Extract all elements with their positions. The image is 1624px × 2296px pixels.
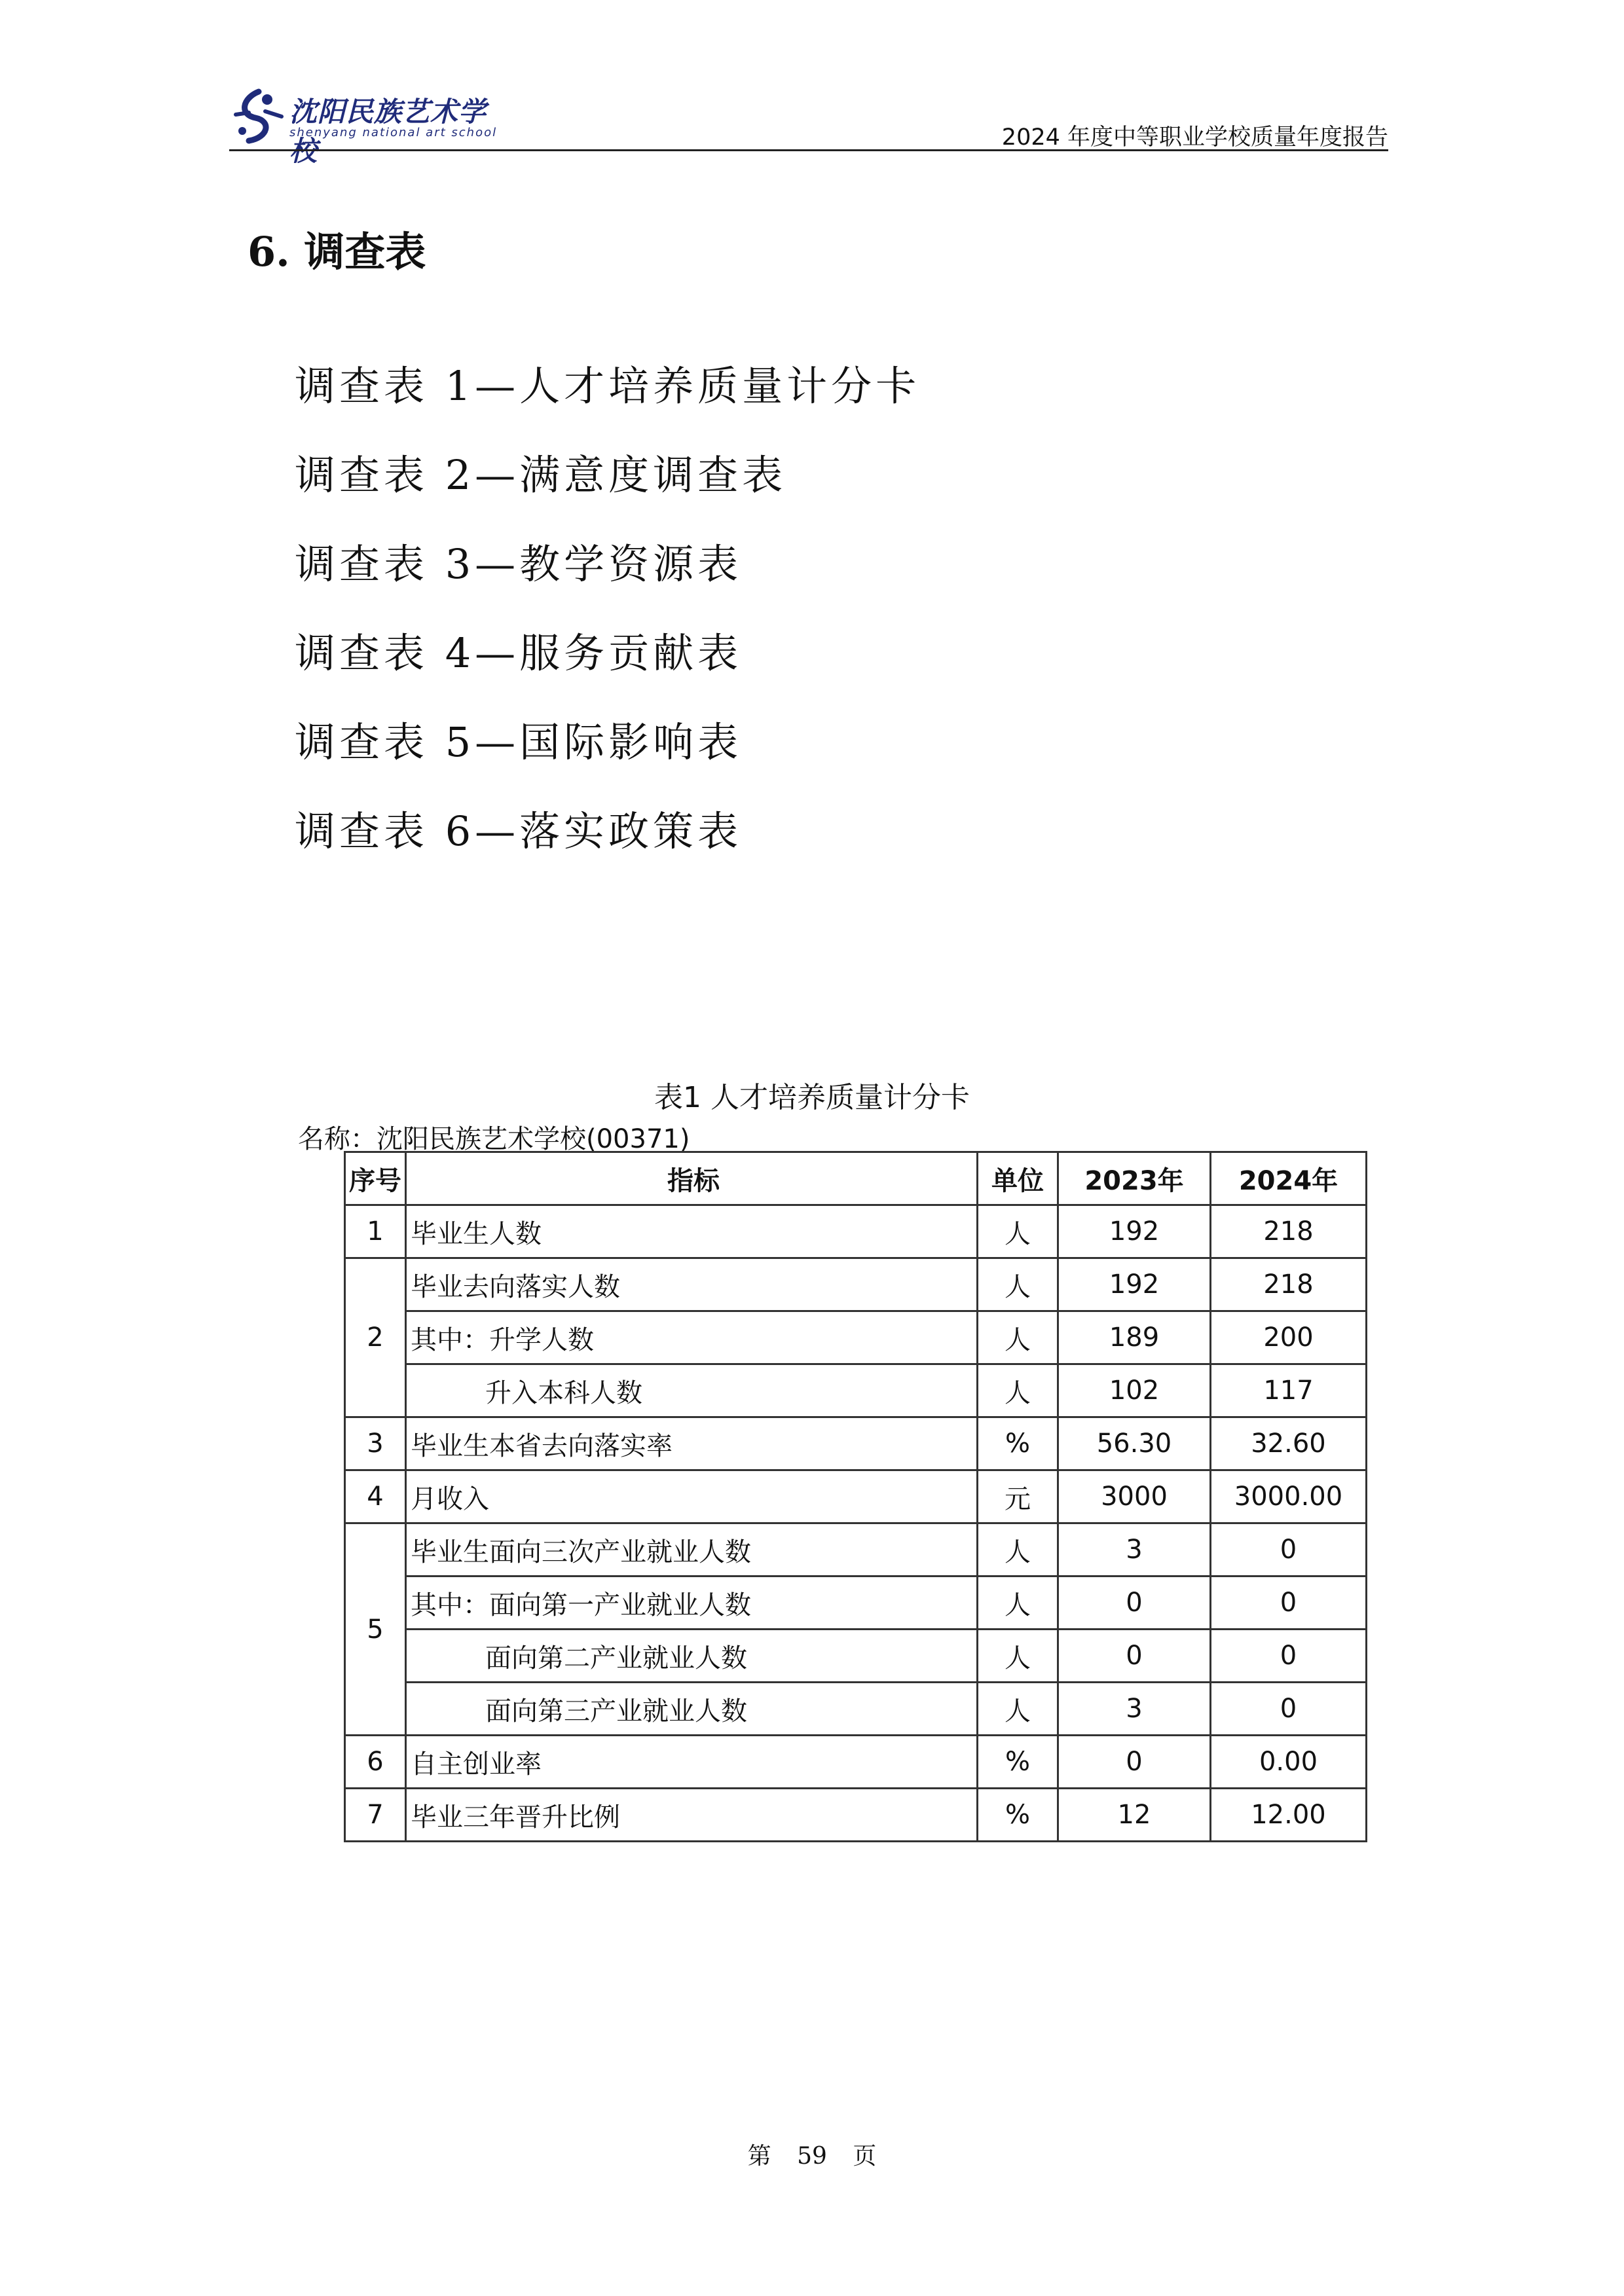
table-row — [345, 1523, 1367, 1576]
cell-unit: 人 — [978, 1576, 1058, 1630]
cell-year-2023: 3 — [1058, 1683, 1211, 1736]
cell-indicator: 升入本科人数 — [406, 1364, 978, 1417]
cell-unit: 人 — [978, 1258, 1058, 1311]
logo-english-name: shenyang national art school — [289, 126, 498, 139]
table-header-row — [345, 1152, 1367, 1205]
cell-indicator: 自主创业率 — [406, 1736, 978, 1789]
cell-year-2023: 102 — [1058, 1364, 1211, 1417]
table-row — [345, 1576, 1367, 1630]
table-row — [345, 1205, 1367, 1258]
header-indicator: 指标 — [406, 1152, 978, 1205]
list-item: 调查表 6—落实政策表 — [295, 807, 743, 855]
cell-year-2024: 117 — [1211, 1364, 1367, 1417]
cell-year-2024: 3000.00 — [1211, 1470, 1367, 1523]
logo-chinese-name: 沈阳民族艺术学校 — [289, 96, 487, 167]
cell-unit: % — [978, 1789, 1058, 1842]
cell-year-2023: 0 — [1058, 1736, 1211, 1789]
cell-unit: 人 — [978, 1683, 1058, 1736]
cell-year-2024: 218 — [1211, 1205, 1367, 1258]
cell-indicator: 毕业生本省去向落实率 — [406, 1417, 978, 1470]
table-row — [345, 1789, 1367, 1842]
page-prefix: 第 — [747, 2143, 771, 2170]
cell-indicator: 其中：面向第一产业就业人数 — [406, 1576, 978, 1630]
page-suffix: 页 — [853, 2143, 877, 2170]
scorecard-table — [344, 1151, 1367, 1842]
header-seq: 序号 — [345, 1152, 406, 1205]
table-caption: 名称：沈阳民族艺术学校(00371) — [298, 1124, 690, 1154]
report-title: 2024 年度中等职业学校质量年度报告 — [1001, 124, 1388, 151]
cell-seq: 6 — [345, 1736, 406, 1789]
cell-indicator: 其中：升学人数 — [406, 1311, 978, 1364]
cell-year-2024: 0 — [1211, 1630, 1367, 1683]
cell-year-2023: 0 — [1058, 1630, 1211, 1683]
cell-year-2024: 0 — [1211, 1683, 1367, 1736]
cell-year-2024: 0 — [1211, 1576, 1367, 1630]
cell-year-2023: 3000 — [1058, 1470, 1211, 1523]
table-row — [345, 1364, 1367, 1417]
cell-year-2023: 12 — [1058, 1789, 1211, 1842]
list-item: 调查表 4—服务贡献表 — [295, 629, 743, 677]
cell-year-2023: 0 — [1058, 1576, 1211, 1630]
section-heading — [248, 219, 426, 278]
cell-year-2024: 12.00 — [1211, 1789, 1367, 1842]
cell-unit: 人 — [978, 1205, 1058, 1258]
table-row — [345, 1630, 1367, 1683]
cell-seq: 2 — [345, 1258, 406, 1417]
cell-year-2024: 0 — [1211, 1523, 1367, 1576]
cell-unit: 人 — [978, 1523, 1058, 1576]
cell-unit: 元 — [978, 1470, 1058, 1523]
cell-year-2024: 200 — [1211, 1311, 1367, 1364]
list-item: 调查表 2—满意度调查表 — [295, 451, 787, 499]
section-number: 6. — [248, 228, 290, 276]
table-row — [345, 1683, 1367, 1736]
cell-indicator: 面向第三产业就业人数 — [406, 1683, 978, 1736]
cell-seq: 4 — [345, 1470, 406, 1523]
cell-year-2023: 56.30 — [1058, 1417, 1211, 1470]
page-number: 59 — [797, 2143, 827, 2170]
cell-year-2023: 3 — [1058, 1523, 1211, 1576]
cell-unit: 人 — [978, 1364, 1058, 1417]
header-year-2024: 2024年 — [1211, 1152, 1367, 1205]
school-emblem-icon — [229, 85, 288, 147]
cell-year-2023: 189 — [1058, 1311, 1211, 1364]
cell-seq: 7 — [345, 1789, 406, 1842]
cell-indicator: 毕业生人数 — [406, 1205, 978, 1258]
list-item: 调查表 1—人才培养质量计分卡 — [295, 362, 921, 410]
table-title: 表1 人才培养质量计分卡 — [654, 1081, 970, 1114]
cell-seq: 3 — [345, 1417, 406, 1470]
school-logo — [229, 85, 504, 167]
table-row — [345, 1470, 1367, 1523]
cell-indicator: 毕业去向落实人数 — [406, 1258, 978, 1311]
list-item: 调查表 3—教学资源表 — [295, 540, 743, 588]
table-row — [345, 1417, 1367, 1470]
cell-year-2024: 32.60 — [1211, 1417, 1367, 1470]
cell-indicator: 面向第二产业就业人数 — [406, 1630, 978, 1683]
header-year-2023: 2023年 — [1058, 1152, 1211, 1205]
cell-indicator: 月收入 — [406, 1470, 978, 1523]
header-unit: 单位 — [978, 1152, 1058, 1205]
cell-unit: % — [978, 1417, 1058, 1470]
section-title: 调查表 — [304, 228, 426, 276]
cell-indicator: 毕业三年晋升比例 — [406, 1789, 978, 1842]
table-row — [345, 1258, 1367, 1311]
cell-unit: % — [978, 1736, 1058, 1789]
cell-year-2024: 0.00 — [1211, 1736, 1367, 1789]
cell-year-2024: 218 — [1211, 1258, 1367, 1311]
table-row — [345, 1311, 1367, 1364]
cell-indicator: 毕业生面向三次产业就业人数 — [406, 1523, 978, 1576]
cell-unit: 人 — [978, 1630, 1058, 1683]
page-footer — [0, 2138, 1624, 2171]
cell-unit: 人 — [978, 1311, 1058, 1364]
table-row — [345, 1736, 1367, 1789]
cell-year-2023: 192 — [1058, 1258, 1211, 1311]
cell-seq: 1 — [345, 1205, 406, 1258]
list-item: 调查表 5—国际影响表 — [295, 718, 743, 766]
header-divider — [229, 149, 1388, 151]
cell-year-2023: 192 — [1058, 1205, 1211, 1258]
cell-seq: 5 — [345, 1523, 406, 1736]
survey-list — [295, 354, 920, 888]
page-header — [229, 85, 1388, 167]
